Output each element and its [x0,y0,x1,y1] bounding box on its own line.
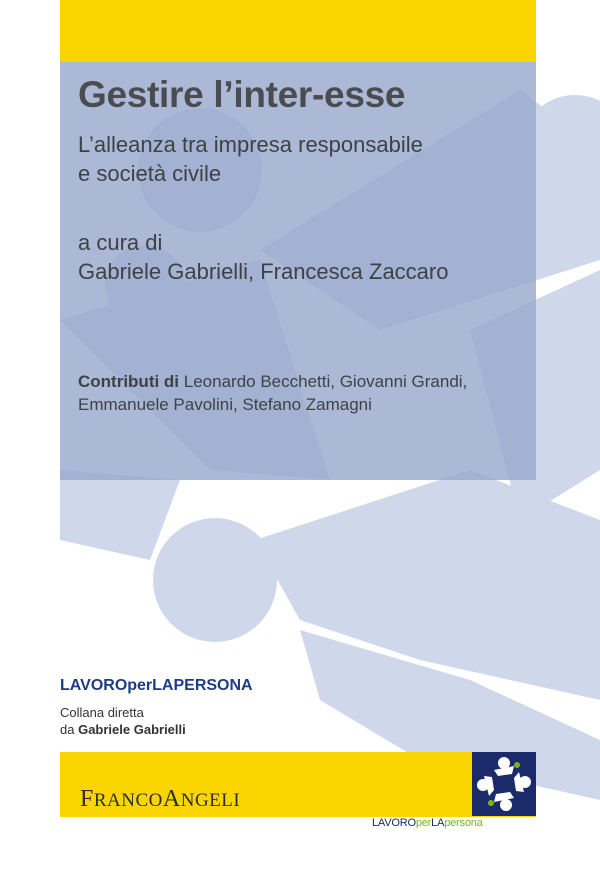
series-director-line [60,722,186,737]
figure-head-bottom [153,518,277,642]
people-circle-icon [472,752,536,816]
curators-names: Gabriele Gabrielli, Francesca Zaccaro [78,259,449,284]
publisher-initial-f: F [80,786,94,812]
contributors-line-2: Emmanuele Pavolini, Stefano Zamagni [78,395,372,414]
book-subtitle [78,130,518,188]
figure-body-left [60,470,180,560]
logo-part-per: per [415,817,432,829]
publisher-logo [80,786,240,813]
series-logo-caption [372,817,536,833]
subtitle-line-1: L’alleanza tra impresa responsabile [78,132,423,157]
curators-block [78,228,528,286]
logo-part-la: LA [431,817,445,829]
publisher-ranco: RANCO [93,790,163,811]
contributors-line-1: Leonardo Becchetti, Giovanni Grandi, [183,372,468,391]
publisher-initial-a: A [162,786,181,812]
contributors-block [78,370,528,416]
logo-part-lavoro: LAVORO [372,817,416,829]
series-logo-icon [472,752,536,816]
figure-arm-bottom [255,470,600,700]
series-director-prefix: da [60,722,75,737]
contributors-label: Contributi di [78,372,180,391]
series-director-name: Gabriele Gabrielli [78,722,186,737]
subtitle-line-2: e società civile [78,161,222,186]
curated-by-label: a cura di [78,230,163,255]
series-name: LAVOROperLAPERSONA [60,677,253,694]
logo-part-persona: persona [444,817,483,829]
top-yellow-band [60,0,536,62]
series-directed-line: Collana diretta [60,705,144,720]
book-title: Gestire l’inter-esse [78,74,406,115]
publisher-ngeli: NGELI [180,790,241,811]
